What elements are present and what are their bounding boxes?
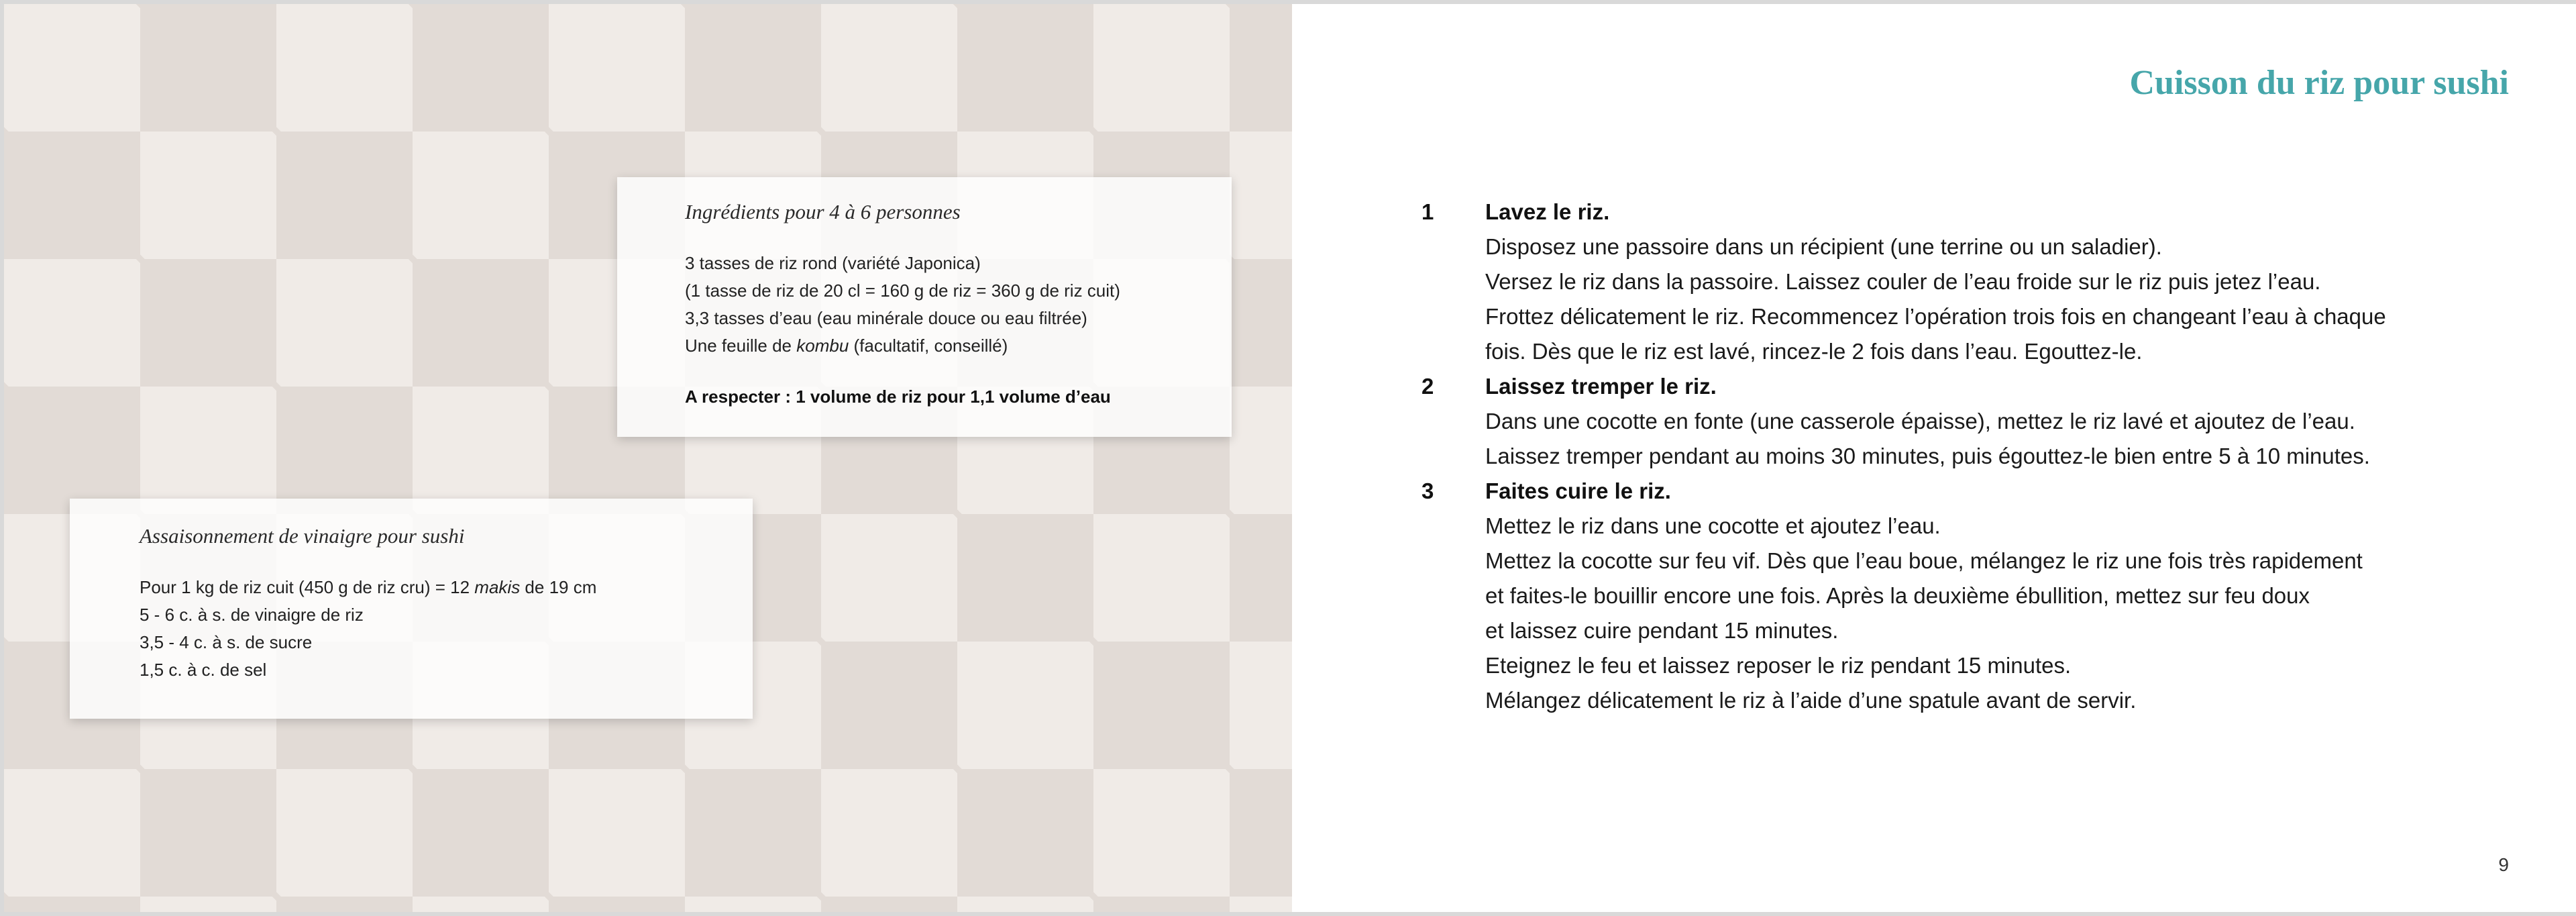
ingredients-card [617,177,1232,437]
step-number: 2 [1421,374,1434,399]
checkerboard-background [4,4,1292,912]
vinegar-line-3: 1,5 c. à c. de sel [140,660,267,680]
makis-word: makis [474,577,521,597]
vinegar-line-makis [140,574,753,601]
step-3 [1421,474,2495,718]
step-line: Versez le riz dans la passoire. Laissez couler de l’eau froide sur le riz puis jetez l’eau. [1485,269,2321,294]
step-line: Mettez le riz dans une cocotte et ajoutez l’eau. [1485,513,1941,538]
step-number: 3 [1421,478,1434,503]
ingredient-line-3: 3,3 tasses d’eau (eau minérale douce ou eau filtrée) [685,308,1087,328]
right-page [1292,4,2576,912]
makis-text-after: de 19 cm [520,577,597,597]
step-line: Mettez la cocotte sur feu vif. Dès que l’eau boue, mélangez le riz une fois très rapidement [1485,548,2363,573]
step-line: Disposez une passoire dans un récipient (une terrine ou un saladier). [1485,234,2162,259]
steps-list [1421,195,2495,718]
step-line: Mélangez délicatement le riz à l’aide d’une spatule avant de servir. [1485,688,2137,713]
step-line: Laissez tremper pendant au moins 30 minutes, puis égouttez-le bien entre 5 à 10 minutes. [1485,444,2370,468]
ingredient-line-kombu [685,332,1232,360]
page-number: 9 [2498,854,2509,875]
ingredient-line-1: 3 tasses de riz rond (variété Japonica) [685,253,981,273]
step-line: fois. Dès que le riz est lavé, rincez-le 2 fois dans l’eau. Egouttez-le. [1485,339,2143,364]
kombu-text-before: Une feuille de [685,336,797,356]
step-heading: Laissez tremper le riz. [1485,374,1717,399]
vinegar-card [70,499,753,719]
step-number: 1 [1421,199,1434,224]
vinegar-line-1: 5 - 6 c. à s. de vinaigre de riz [140,605,364,625]
ingredients-title: Ingrédients pour 4 à 6 personnes [685,200,961,223]
ratio-note: A respecter : 1 volume de riz pour 1,1 volume d’eau [685,387,1111,407]
kombu-text-after: (facultatif, conseillé) [849,336,1008,356]
step-heading: Lavez le riz. [1485,199,1610,224]
vinegar-line-2: 3,5 - 4 c. à s. de sucre [140,632,313,652]
step-1 [1421,195,2495,369]
vinegar-title: Assaisonnement de vinaigre pour sushi [140,524,465,548]
step-line: Frottez délicatement le riz. Recommencez l’opération trois fois en changeant l’eau à chaque [1485,304,2386,329]
step-line: Eteignez le feu et laissez reposer le riz pendant 15 minutes. [1485,653,2072,678]
kombu-word: kombu [796,336,849,356]
ingredient-line-2: (1 tasse de riz de 20 cl = 160 g de riz = 360 g de riz cuit) [685,281,1120,301]
makis-text-before: Pour 1 kg de riz cuit (450 g de riz cru) = 12 [140,577,475,597]
step-heading: Faites cuire le riz. [1485,478,1671,503]
step-2 [1421,369,2495,474]
left-page [4,4,1292,912]
page-title: Cuisson du riz pour sushi [2129,64,2509,102]
step-line: et faites-le bouillir encore une fois. Après la deuxième ébullition, mettez sur feu doux [1485,583,2310,608]
step-line: et laissez cuire pendant 15 minutes. [1485,618,1839,643]
step-line: Dans une cocotte en fonte (une casserole épaisse), mettez le riz lavé et ajoutez de l’eau. [1485,409,2355,434]
